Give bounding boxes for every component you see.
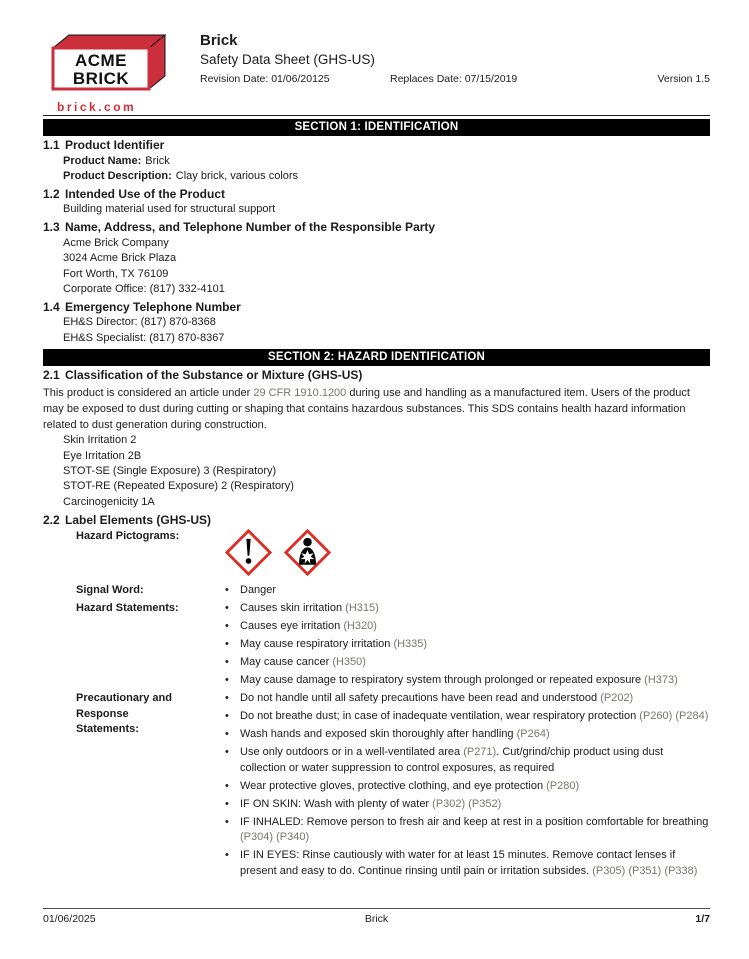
heading-1-4: 1.4 Emergency Telephone Number: [43, 299, 241, 314]
section2-bar: SECTION 2: HAZARD IDENTIFICATION: [43, 349, 710, 366]
company-address-line: 3024 Acme Brick Plaza: [63, 252, 177, 265]
hazard-statement-item: • Causes skin irritation (H315): [225, 601, 710, 616]
precautionary-item: • IF INHALED: Remove person to fresh air and keep at rest in a position comfortable for breathing (P304) (P340): [225, 815, 710, 846]
signal-word-item: • Danger: [225, 583, 710, 598]
classification-item: STOT-SE (Single Exposure) 3 (Respiratory): [63, 465, 277, 478]
document-subtitle: Safety Data Sheet (GHS-US): [200, 52, 375, 67]
bullet-icon: •: [225, 602, 229, 615]
page-footer: [43, 908, 710, 925]
page-content: [43, 30, 710, 882]
intended-use-line: Building material used for structural support: [63, 203, 276, 216]
ehs-director-line: EH&S Director: (817) 870-8368: [63, 316, 216, 329]
version-label: Version 1.5: [657, 73, 710, 85]
bullet-icon: •: [225, 710, 229, 723]
classification-item: Eye Irritation 2B: [63, 449, 142, 462]
hazard-statements-row: [43, 601, 710, 691]
revision-row: [200, 72, 710, 87]
hazard-pictograms-row: [43, 529, 710, 576]
bullet-icon: •: [225, 728, 229, 741]
heading-2-1: 2.1 Classification of the Substance or Mixture (GHS-US): [43, 368, 363, 383]
precautionary-label: Precautionary and Response Statements:: [76, 692, 172, 736]
product-name-line: Product Name: Brick: [63, 154, 170, 167]
precautionary-item: • Do not handle until all safety precautions have been read and understood (P202): [225, 691, 710, 706]
logo-text-brick: BRICK: [72, 69, 130, 88]
ghs-exclamation-mark-icon: [225, 529, 272, 576]
bullet-icon: •: [225, 797, 229, 810]
precautionary-item: • IF IN EYES: Rinse cautiously with water for at least 15 minutes. Remove contact lenses if present and easy to do. Continue rinsing until pain or irritation subsides. (P305) (P351) (P338): [225, 848, 710, 879]
logo-text-acme: ACME: [74, 51, 128, 70]
bullet-icon: •: [225, 656, 229, 669]
precautionary-item: • Wear protective gloves, protective clothing, and eye protection (P280): [225, 779, 710, 794]
heading-1-3: 1.3 Name, Address, and Telephone Number of the Responsible Party: [43, 220, 436, 235]
classification-paragraph: This product is considered an article under 29 CFR 1910.1200 during use and handling as a manufactured item. Users of the product may be exposed to dust during cutting or shaping that contains hazardous substances. This SDS contains health hazard information related to dust generation during construction.: [43, 386, 690, 432]
bullet-icon: •: [225, 674, 229, 687]
bullet-icon: •: [225, 849, 229, 862]
bullet-icon: •: [225, 584, 229, 597]
footer-date: 01/06/2025: [43, 913, 96, 925]
replaces-date: Replaces Date: 07/15/2019: [390, 73, 518, 85]
footer-page-number: 1/7: [695, 913, 710, 925]
section1-bar: SECTION 1: IDENTIFICATION: [43, 119, 710, 136]
bullet-icon: •: [225, 815, 229, 828]
footer-product: Brick: [364, 913, 389, 925]
heading-1-1: 1.1 Product Identifier: [43, 138, 165, 152]
hazard-statement-item: • May cause respiratory irritation (H335): [225, 637, 710, 652]
hazard-statement-item: • May cause damage to respiratory system through prolonged or repeated exposure (H373): [225, 673, 710, 688]
classification-item: Skin Irritation 2: [63, 434, 137, 447]
bullet-icon: •: [225, 620, 229, 633]
precautionary-item: • Use only outdoors or in a well-ventilated area (P271). Cut/grind/chip product using dust collection or water suppression to control exposures, as required: [225, 745, 710, 776]
brick-3d-logo-graphic: [43, 32, 183, 94]
signal-word-row: [43, 583, 710, 601]
precautionary-statements-row: [43, 691, 710, 881]
hazard-statement-item: • May cause cancer (H350): [225, 655, 710, 670]
pictogram-group: [225, 529, 710, 576]
classification-item: Carcinogenicity 1A: [63, 495, 155, 508]
company-name-line: Acme Brick Company: [63, 236, 169, 249]
signal-word-label: Signal Word:: [76, 584, 144, 597]
heading-1-2: 1.2 Intended Use of the Product: [43, 186, 226, 201]
product-title: Brick: [200, 32, 238, 49]
document-header: [43, 30, 710, 116]
precautionary-item: • Wash hands and exposed skin thoroughly after handling (P264): [225, 727, 710, 742]
logo-website-text: brick.com: [57, 100, 137, 114]
acme-brick-logo: [43, 30, 200, 114]
bullet-icon: •: [225, 692, 229, 705]
classification-item: STOT-RE (Repeated Exposure) 2 (Respiratory): [63, 480, 294, 493]
bullet-icon: •: [225, 779, 229, 792]
precautionary-item: • IF ON SKIN: Wash with plenty of water (P302) (P352): [225, 797, 710, 812]
bullet-icon: •: [225, 746, 229, 759]
ghs-health-hazard-icon: [284, 529, 331, 576]
bullet-icon: •: [225, 638, 229, 651]
header-title-block: [200, 30, 710, 87]
hazard-statement-item: • Causes eye irritation (H320): [225, 619, 710, 634]
company-city-line: Fort Worth, TX 76109: [63, 267, 169, 280]
revision-date: Revision Date: 01/06/20125: [200, 73, 330, 85]
hazard-statements-label: Hazard Statements:: [76, 602, 179, 615]
corporate-office-line: Corporate Office: (817) 332-4101: [63, 282, 225, 295]
heading-2-2: 2.2 Label Elements (GHS-US): [43, 512, 212, 527]
precautionary-item: • Do not breathe dust; in case of inadequate ventilation, wear respiratory protection (P260) (P284): [225, 709, 710, 724]
ehs-specialist-line: EH&S Specialist: (817) 870-8367: [63, 331, 225, 344]
hazard-pictograms-label: Hazard Pictograms:: [76, 530, 180, 543]
product-description-line: Product Description: Clay brick, various colors: [63, 169, 299, 182]
